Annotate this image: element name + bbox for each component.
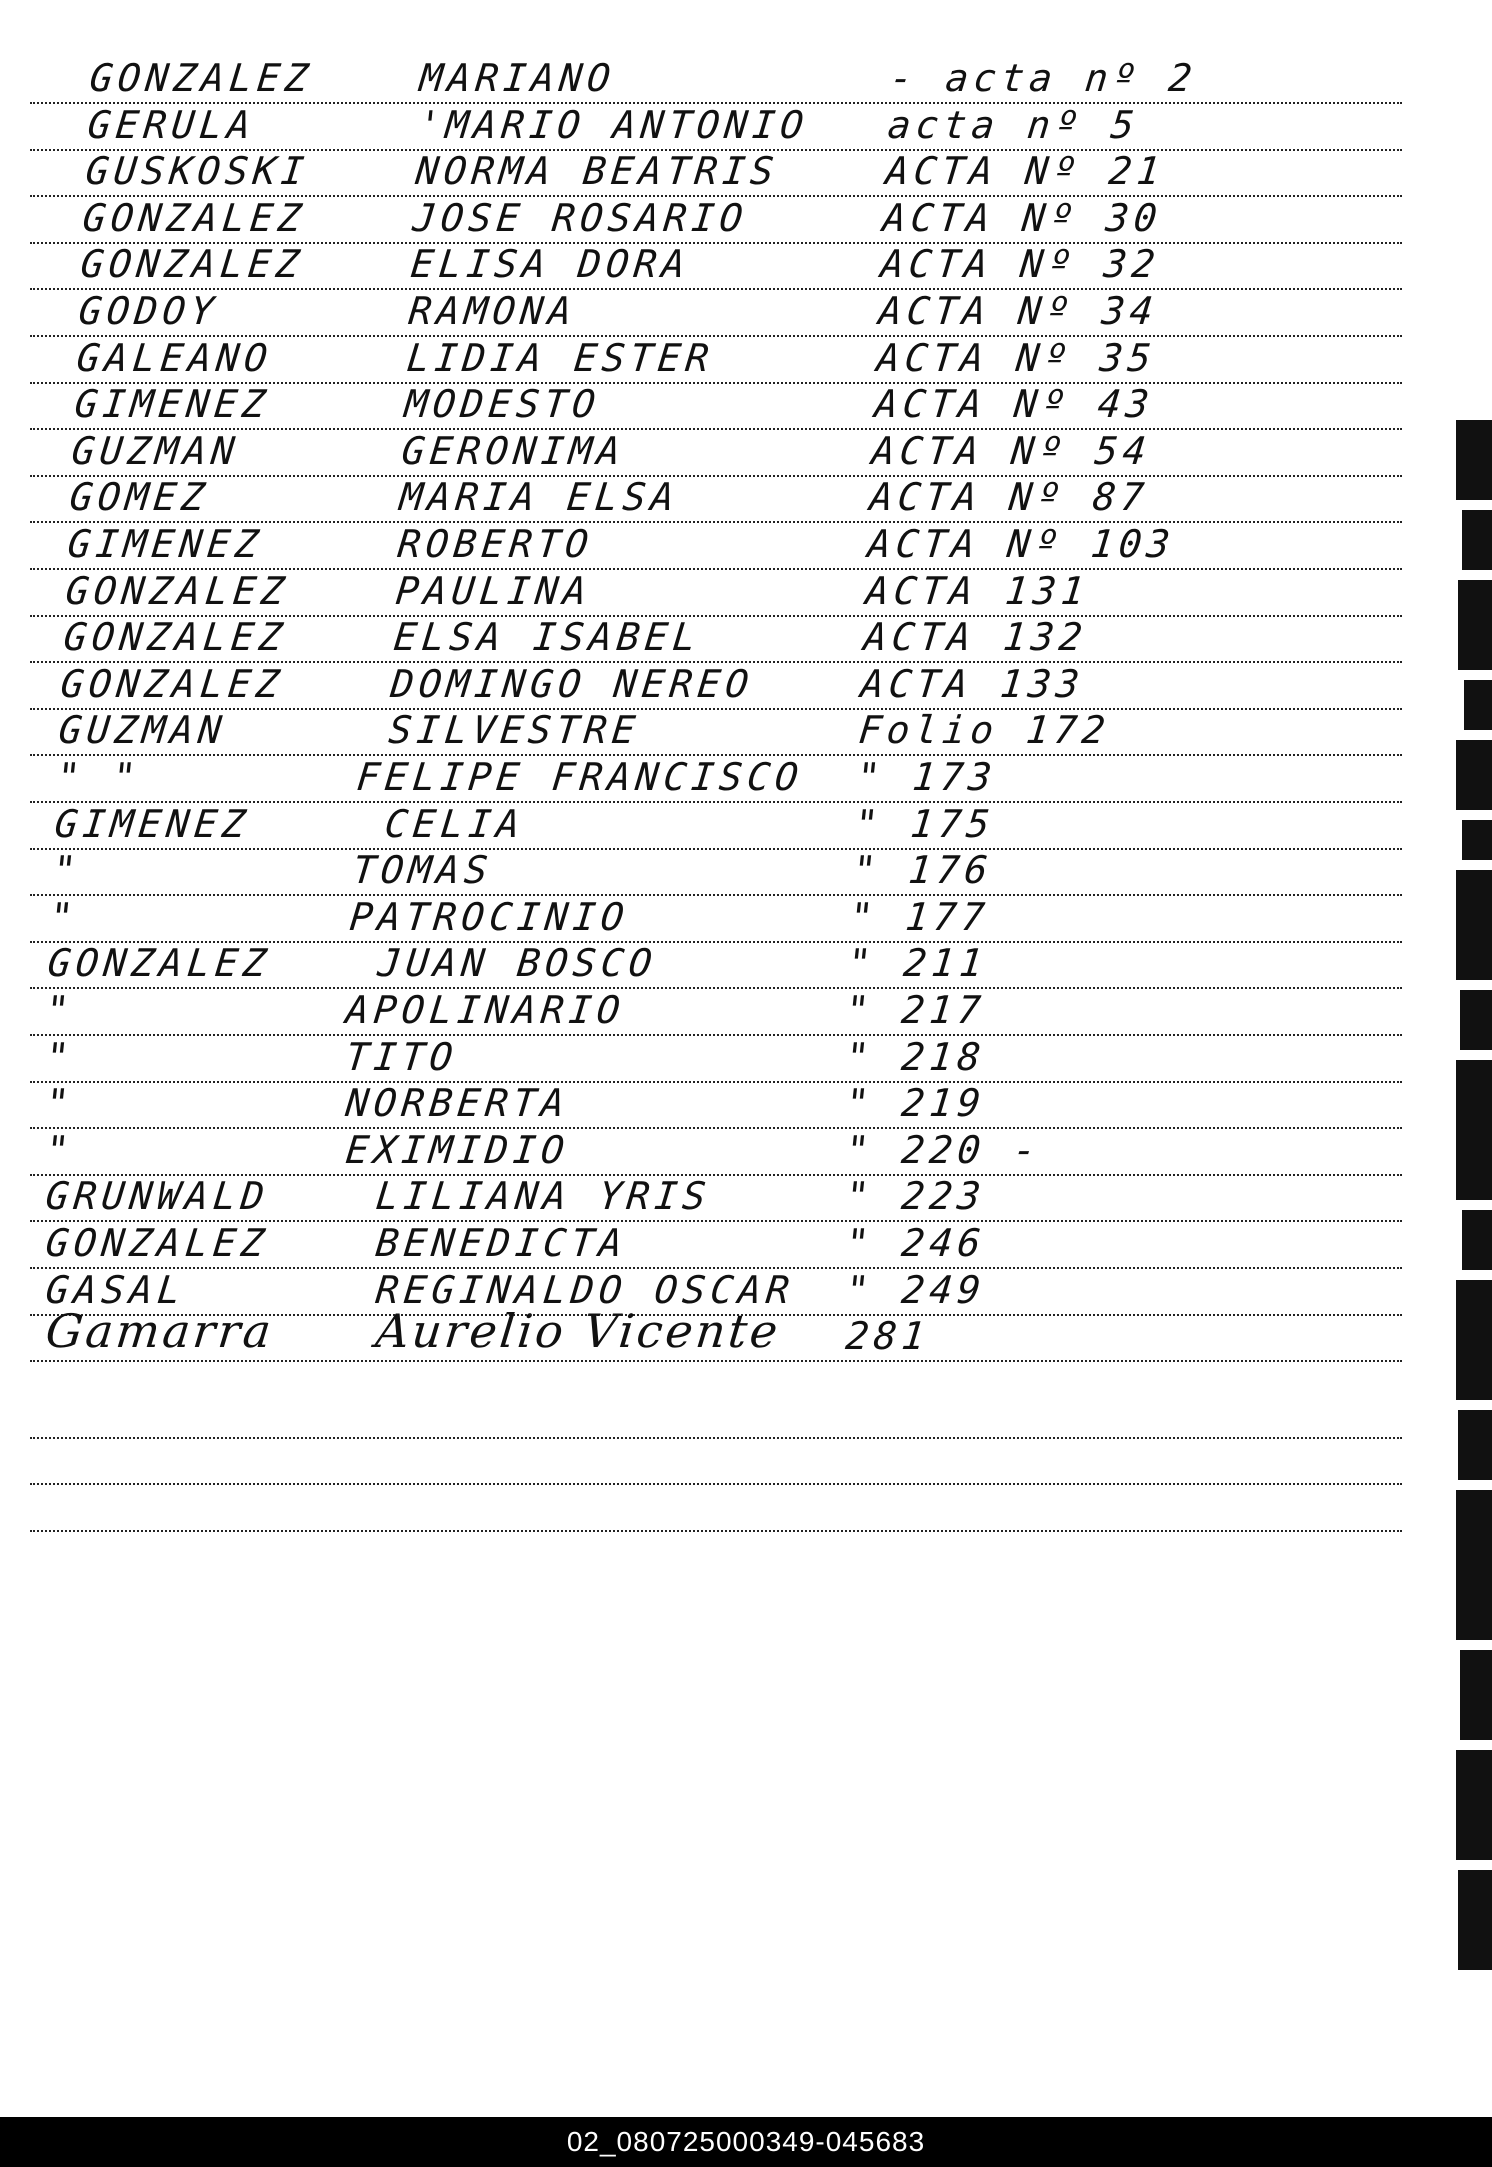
scan-shadow <box>1456 1490 1492 1640</box>
entry-surname: " <box>43 1127 77 1172</box>
entry-reference: ACTA Nº 87 <box>867 475 1152 520</box>
entry-surname: GOMEZ <box>67 475 212 520</box>
entry-surname: GIMENEZ <box>52 801 253 846</box>
entry-given: TITO <box>343 1034 460 1079</box>
document-id-footer: 02_080725000349-045683 <box>0 2117 1492 2167</box>
entry-reference: " 173 <box>854 755 999 799</box>
entry-given: GERONIMA <box>400 428 628 473</box>
scan-shadow <box>1464 680 1492 730</box>
entry-surname: GONZALEZ <box>59 661 287 706</box>
entry-reference: " 219 <box>843 1081 988 1126</box>
entry-reference: " 211 <box>845 941 990 986</box>
entry-given: SILVESTRE <box>386 708 643 753</box>
entry-given: LIDIA ESTER <box>404 335 716 380</box>
entry-surname: GUSKOSKI <box>83 149 311 194</box>
scan-shadow <box>1456 740 1492 810</box>
entry-reference: ACTA 132 <box>861 615 1089 660</box>
entry-surname: GUZMAN <box>56 708 229 753</box>
entry-reference: ACTA Nº 103 <box>865 522 1177 566</box>
entry-given: Aurelio Vicente <box>373 1304 784 1359</box>
entry-reference: " 176 <box>850 848 995 893</box>
ruled-line <box>30 1483 1402 1485</box>
entry-given: APOLINARIO <box>343 988 628 1032</box>
entry-surname: GONZALEZ <box>78 242 307 287</box>
entry-reference: ACTA Nº 35 <box>874 335 1158 380</box>
entry-given: FELIPE FRANCISCO <box>354 755 806 799</box>
entry-given: ELISA DORA <box>408 242 693 287</box>
scan-shadow <box>1458 1410 1492 1480</box>
scan-shadow <box>1462 510 1492 570</box>
binding-edge <box>1456 420 1492 1980</box>
entry-reference: " 223 <box>843 1174 988 1219</box>
entry-given: LILIANA YRIS <box>373 1174 713 1219</box>
entry-reference: ACTA Nº 30 <box>881 195 1165 240</box>
entry-surname: GUZMAN <box>70 428 242 473</box>
entry-reference: " 249 <box>843 1267 988 1312</box>
entry-given: PAULINA <box>393 568 594 613</box>
entry-surname: " <box>43 1034 77 1079</box>
scan-shadow <box>1462 820 1492 860</box>
entry-surname: GONZALEZ <box>81 195 309 240</box>
entry-reference: " 218 <box>843 1034 988 1079</box>
entry-reference: ACTA 133 <box>859 661 1087 706</box>
entry-reference: ACTA Nº 32 <box>878 242 1163 287</box>
entry-reference: " 220 - <box>843 1127 1044 1172</box>
entry-given: MODESTO <box>402 382 603 427</box>
entry-given: REGINALDO OSCAR <box>373 1267 797 1312</box>
entry-surname: " " <box>54 755 143 799</box>
ruled-line <box>30 1530 1402 1532</box>
entry-given: 'MARIO ANTONIO <box>415 102 811 147</box>
entry-given: CELIA <box>382 801 527 846</box>
scan-shadow <box>1460 1650 1492 1740</box>
entry-reference: " 175 <box>852 801 997 846</box>
entry-given: MARIA ELSA <box>397 475 682 520</box>
entry-reference: Folio 172 <box>856 708 1113 753</box>
entry-given: BENEDICTA <box>373 1221 630 1265</box>
entry-surname: GONZALEZ <box>61 615 289 660</box>
entry-given: DOMINGO NEREO <box>389 661 757 706</box>
entry-surname: GONZALEZ <box>43 1221 272 1265</box>
scan-shadow <box>1456 1280 1492 1400</box>
entry-surname: " <box>43 1081 77 1126</box>
entry-reference: " 217 <box>843 988 988 1032</box>
entry-given: NORMA BEATRIS <box>413 149 781 194</box>
entry-reference: " 246 <box>843 1221 988 1265</box>
entry-surname: " <box>50 848 83 893</box>
entry-reference: ACTA Nº 21 <box>883 149 1167 194</box>
scan-shadow <box>1456 420 1492 500</box>
scan-shadow <box>1456 870 1492 980</box>
entry-surname: GONZALEZ <box>63 568 292 613</box>
scan-shadow <box>1458 580 1492 670</box>
entry-given: ELSA ISABEL <box>391 615 703 660</box>
entry-given: ROBERTO <box>395 522 596 566</box>
ruled-line <box>30 1437 1402 1439</box>
entry-given: JUAN BOSCO <box>375 941 660 986</box>
entry-given: NORBERTA <box>343 1081 572 1126</box>
entry-surname: GODOY <box>76 289 221 333</box>
entry-reference: ACTA 131 <box>863 568 1092 613</box>
entry-reference: ACTA Nº 43 <box>872 382 1156 427</box>
entry-reference: ACTA Nº 34 <box>876 289 1161 333</box>
entry-surname: " <box>43 988 77 1032</box>
entry-reference: acta nº 5 <box>885 102 1142 147</box>
entry-given: EXIMIDIO <box>343 1127 572 1172</box>
scan-shadow <box>1456 1750 1492 1860</box>
entry-given: RAMONA <box>406 289 579 333</box>
scan-shadow <box>1460 990 1492 1050</box>
entry-reference: 281 <box>843 1314 932 1359</box>
entry-surname: Gamarra <box>43 1304 277 1359</box>
entry-given: JOSE ROSARIO <box>411 195 751 240</box>
scan-shadow <box>1458 1870 1492 1970</box>
entry-surname: GERULA <box>85 102 258 147</box>
entry-reference: " 177 <box>848 894 993 939</box>
entry-reference: - acta nº 2 <box>887 56 1199 100</box>
entry-surname: " <box>48 894 81 939</box>
entry-surname: GIMENEZ <box>72 382 273 427</box>
entry-reference: ACTA Nº 54 <box>870 428 1154 473</box>
entry-given: PATROCINIO <box>348 894 632 939</box>
entry-surname: GRUNWALD <box>43 1174 272 1219</box>
entry-given: MARIANO <box>417 56 618 100</box>
entry-surname: GIMENEZ <box>65 522 266 566</box>
entry-surname: GONZALEZ <box>45 941 274 986</box>
entry-surname: GASAL <box>43 1267 188 1312</box>
ledger-entry <box>43 1304 1196 1362</box>
entry-surname: GONZALEZ <box>87 56 316 100</box>
entry-surname: GALEANO <box>74 335 275 380</box>
scan-shadow <box>1456 1060 1492 1200</box>
scan-shadow <box>1462 1210 1492 1270</box>
entry-given: TOMAS <box>350 848 495 893</box>
